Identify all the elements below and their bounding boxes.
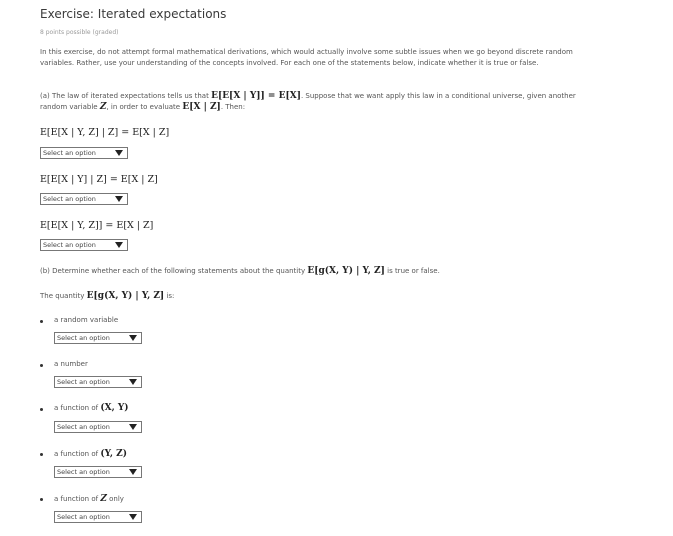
select-label: Select an option <box>57 378 110 386</box>
item-1-select[interactable] <box>54 332 142 344</box>
statement-2-select[interactable] <box>40 193 128 205</box>
item-text: a number <box>54 360 88 368</box>
select-label: Select an option <box>57 513 110 521</box>
item-text: a random variable <box>54 316 119 324</box>
dropdown-caret-icon <box>129 424 137 430</box>
select-label: Select an option <box>57 468 110 476</box>
item-function-z-only <box>54 494 124 504</box>
bullet-dot <box>40 364 43 367</box>
part-a-lead: (a) The law of iterated expectations tells us that <box>40 92 209 100</box>
exercise-title: Exercise: Iterated expectations <box>40 7 227 21</box>
select-label: Select an option <box>43 149 96 157</box>
part-b-quantity: E[g(X, Y) | Y, Z] <box>307 266 385 276</box>
part-a-intro <box>40 91 588 112</box>
part-a-z: Z <box>99 101 107 112</box>
item-function-xy <box>54 403 129 413</box>
item-4-select[interactable] <box>54 466 142 478</box>
points-possible: 8 points possible (graded) <box>40 29 119 36</box>
quantity-line <box>40 291 588 302</box>
dropdown-caret-icon <box>115 242 123 248</box>
bullet-dot <box>40 453 43 456</box>
statement-1: E[E[X | Y, Z] | Z] = E[X | Z] <box>40 127 170 138</box>
bullet-dot <box>40 408 43 411</box>
select-label: Select an option <box>57 334 110 342</box>
item-function-yz <box>54 449 127 459</box>
item-number <box>54 360 88 368</box>
part-a-target: E[X | Z] <box>182 101 221 112</box>
select-label: Select an option <box>43 241 96 249</box>
dropdown-caret-icon <box>115 150 123 156</box>
statement-2: E[E[X | Y] | Z] = E[X | Z] <box>40 174 158 185</box>
dropdown-caret-icon <box>129 469 137 475</box>
item-after-text: only <box>109 495 124 503</box>
item-math: (X, Y) <box>100 403 129 413</box>
quantity-line-suffix: is: <box>166 292 175 300</box>
statement-3-select[interactable] <box>40 239 128 251</box>
select-label: Select an option <box>43 195 96 203</box>
intro-paragraph: In this exercise, do not attempt formal mathematical derivations, which would actually involve some subtle issues when we go beyond discrete random variables. Rather, use your understanding of the concepts involved. For each one of the statements below, indicate whether it is true or false. <box>40 48 573 67</box>
item-text: a function of <box>54 404 99 412</box>
dropdown-caret-icon <box>129 335 137 341</box>
quantity-line-quantity: E[g(X, Y) | Y, Z] <box>86 291 165 301</box>
part-b-tail: is true or false. <box>387 267 440 275</box>
item-text: a function of <box>54 495 99 503</box>
statement-3: E[E[X | Y, Z]] = E[X | Z] <box>40 220 154 231</box>
part-a-mid2: , in order to evaluate <box>106 102 181 111</box>
item-5-select[interactable] <box>54 511 142 523</box>
statement-1-select[interactable] <box>40 147 128 159</box>
bullet-dot <box>40 320 43 323</box>
dropdown-caret-icon <box>129 379 137 385</box>
part-b-intro <box>40 266 588 277</box>
part-a-tail: . Then: <box>220 102 246 111</box>
part-a-law: E[E[X | Y]] = E[X] <box>211 91 301 101</box>
part-a-mid: . Suppose that we want apply this law in a conditional universe, given another random variable <box>40 92 576 111</box>
item-2-select[interactable] <box>54 376 142 388</box>
item-math: Z <box>100 494 107 504</box>
dropdown-caret-icon <box>129 514 137 520</box>
item-random-variable <box>54 316 118 324</box>
bullet-dot <box>40 498 43 501</box>
item-3-select[interactable] <box>54 421 142 433</box>
quantity-line-prefix: The quantity <box>40 292 85 300</box>
item-text: a function of <box>54 450 99 458</box>
select-label: Select an option <box>57 423 110 431</box>
item-math: (Y, Z) <box>100 449 127 459</box>
part-b-lead: (b) Determine whether each of the following statements about the quantity <box>40 267 306 275</box>
dropdown-caret-icon <box>115 196 123 202</box>
